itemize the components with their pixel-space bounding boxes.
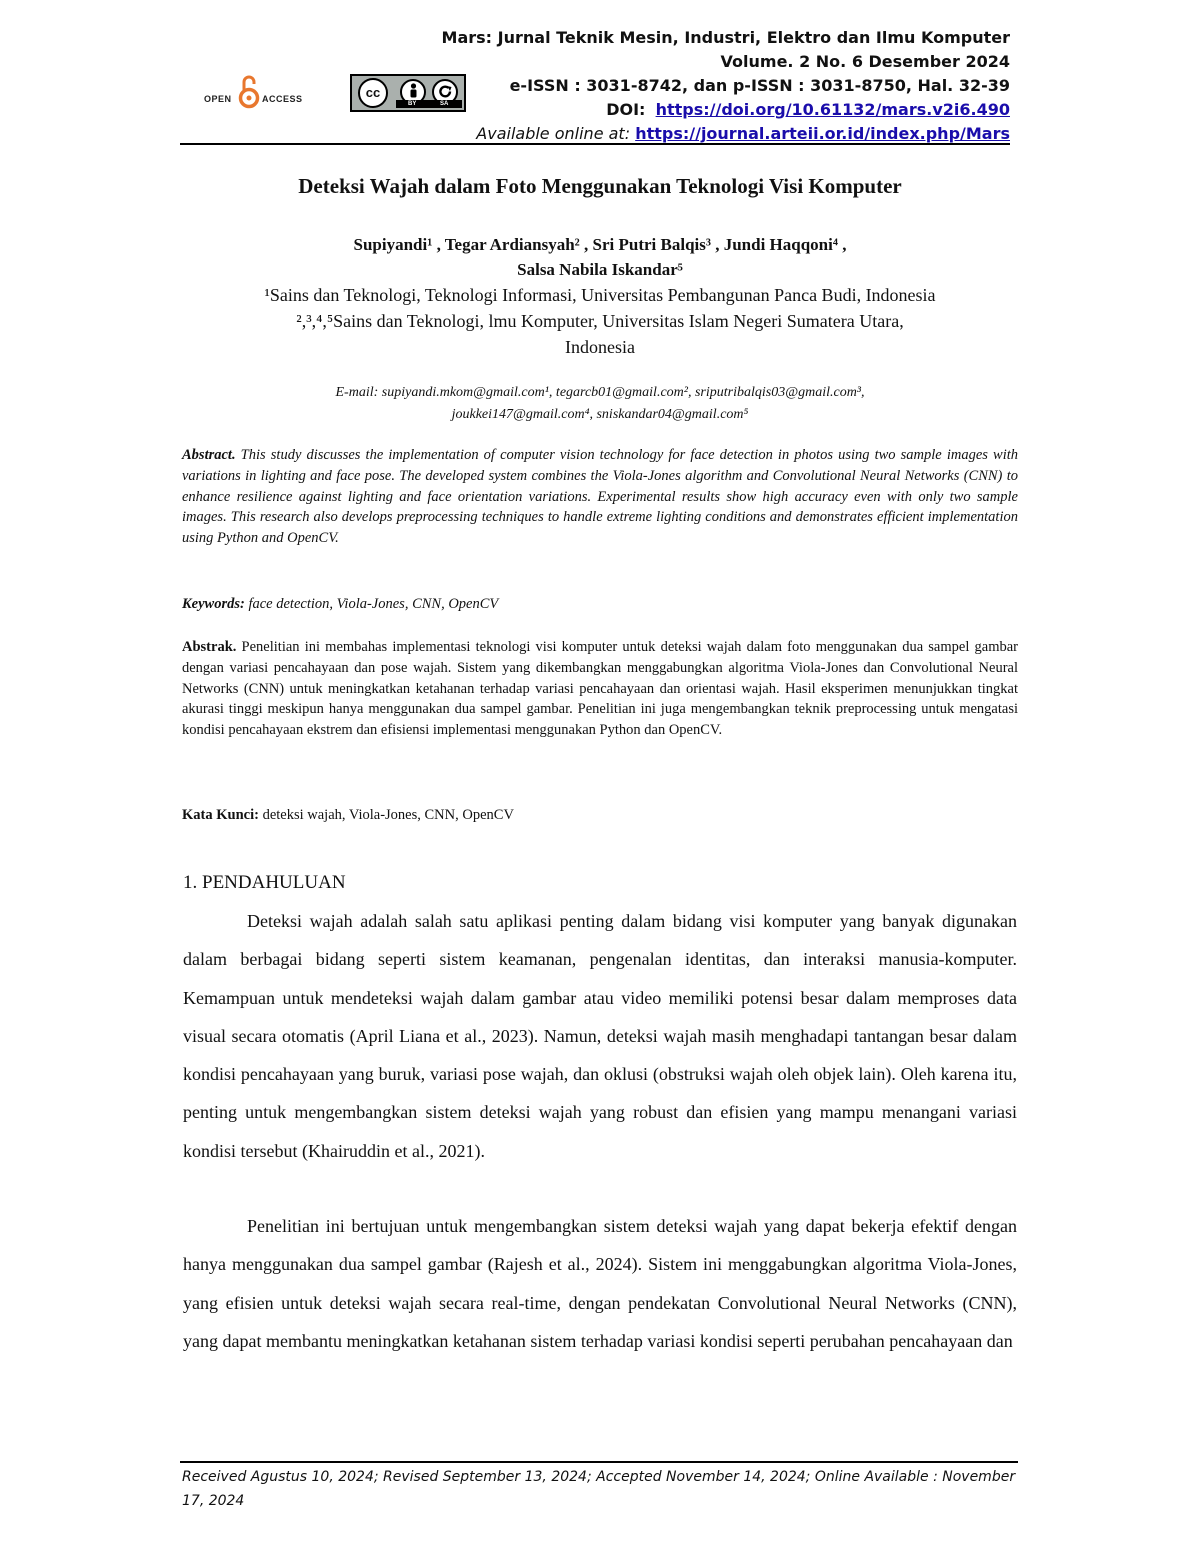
kata-kunci-label: Kata Kunci: [182,807,259,823]
cc-icon: cc [358,78,388,108]
doi-line [442,98,1010,122]
journal-volume: Volume. 2 No. 6 Desember 2024 [720,52,1010,71]
journal-url-link[interactable]: https://journal.arteii.or.id/index.php/Mars [635,124,1010,143]
page-header [180,26,1010,146]
available-label: Available online at: [476,124,631,143]
affiliation-line-2: ²,³,⁴,⁵Sains dan Teknologi, lmu Komputer, Universitas Islam Negeri Sumatera Utara, [296,311,904,331]
footer-divider [180,1461,1018,1463]
abstract-text: This study discusses the implementation of computer vision technology for face detection in photos using two sample images with variations in lighting and face pose. The developed system combines the Viola-Jones algorithm and Convolutional Neural Networks (CNN) to enhance resilience against lighting and face orientation variations. Experimental results show high accuracy even with only two sample images. This research also develops preprocessing techniques to handle extreme lighting conditions and demonstrates efficient implementation using Python and OpenCV. [182,447,1018,547]
open-access-right-text: ACCESS [262,94,303,104]
keywords [182,596,1018,613]
person-icon [403,81,424,102]
keywords-label: Keywords: [182,596,245,612]
cc-by-label: BY [408,101,417,107]
affiliations [180,282,1020,360]
paper-title: Deteksi Wajah dalam Foto Menggunakan Teknologi Visi Komputer [298,174,902,198]
email-block [180,382,1020,426]
abstract-indonesian [182,637,1018,741]
abstrak-text: Penelitian ini membahas implementasi teknologi visi komputer untuk deteksi wajah dalam foto menggunakan dua sampel gambar dengan variasi pencahayaan dan pose wajah. Sistem yang dikembangkan menggabungkan algoritma Viola-Jones dan Convolutional Neural Networks (CNN) untuk meningkatkan ketahanan terhadap variasi pencahayaan dan orientasi wajah. Hasil eksperimen menunjukkan tingkat akurasi tinggi meskipun hanya menggunakan dua sampel gambar. Penelitian ini juga mengembangkan teknik preprocessing untuk mengatasi kondisi pencahayaan ekstrem dan efisiensi implementasi menggunakan Python dan OpenCV. [182,639,1018,739]
section-heading: 1. PENDAHULUAN [183,872,346,893]
journal-info [442,26,1010,146]
author-line-1: Supiyandi¹ , Tegar Ardiansyah² , Sri Putri Balqis³ , Jundi Haqqoni⁴ , [353,235,847,254]
abstract-english [182,445,1018,549]
author-list [180,232,1020,282]
author-line-2: Salsa Nabila Iskandar⁵ [517,260,683,279]
journal-name: Mars: Jurnal Teknik Mesin, Industri, Elektro dan Ilmu Komputer [441,28,1010,47]
affiliation-line-3: Indonesia [565,337,635,357]
body-paragraph-2: Penelitian ini bertujuan untuk mengembangkan sistem deteksi wajah yang dapat bekerja efektif dengan hanya menggunakan dua sampel gambar (Rajesh et al., 2024). Sistem ini menggabungkan algoritma Viola-Jones, yang efisien untuk deteksi wajah secara real-time, dengan pendekatan Convolutional Neural Networks (CNN), yang dapat membantu meningkatkan ketahanan sistem terhadap variasi kondisi seperti perubahan pencahayaan dan [183,1216,1017,1351]
doi-link[interactable]: https://doi.org/10.61132/mars.v2i6.490 [655,100,1010,119]
open-access-left-text: OPEN [204,94,232,104]
email-line-2: joukkei147@gmail.com⁴, sniskandar04@gmail.com⁵ [451,407,749,422]
abstrak-label: Abstrak. [182,639,237,655]
open-lock-icon [238,74,260,110]
email-line-1: E-mail: supiyandi.mkom@gmail.com¹, tegarcb01@gmail.com², sriputribalqis03@gmail.com³, [335,385,865,400]
cc-sa-label: SA [440,101,449,107]
header-divider [180,143,1010,145]
abstract-label: Abstract. [182,447,236,463]
affiliation-line-1: ¹Sains dan Teknologi, Teknologi Informasi, Universitas Pembangunan Panca Budi, Indonesia [264,285,936,305]
kata-kunci-text: deteksi wajah, Viola-Jones, CNN, OpenCV [258,807,514,823]
body-paragraph-1: Deteksi wajah adalah salah satu aplikasi penting dalam bidang visi komputer yang banyak digunakan dalam berbagai bidang seperti sistem keamanan, pengenalan identitas, dan interaksi manusia-komputer. Kemampuan untuk mendeteksi wajah dalam gambar atau video memiliki potensi besar dalam memproses data visual secara otomatis (April Liana et al., 2023). Namun, deteksi wajah masih menghadapi tantangan besar dalam kondisi pencahayaan yang buruk, variasi pose wajah, dan oklusi (obstruksi wajah oleh objek lain). Oleh karena itu, penting untuk mengembangkan sistem deteksi wajah yang robust dan efisien yang mampu menangani variasi kondisi tersebut (Khairuddin et al., 2021). [183,911,1017,1161]
doi-label: DOI: [606,100,646,119]
submission-dates: Received Agustus 10, 2024; Revised September 13, 2024; Accepted November 14, 2024; Online Available : November 17, 2024 [182,1469,1016,1509]
keywords-text: face detection, Viola-Jones, CNN, OpenCV [244,596,499,612]
open-access-logo [204,70,314,120]
journal-issn: e-ISSN : 3031-8742, dan p-ISSN : 3031-8750, Hal. 32-39 [509,76,1010,95]
kata-kunci [182,807,1018,824]
